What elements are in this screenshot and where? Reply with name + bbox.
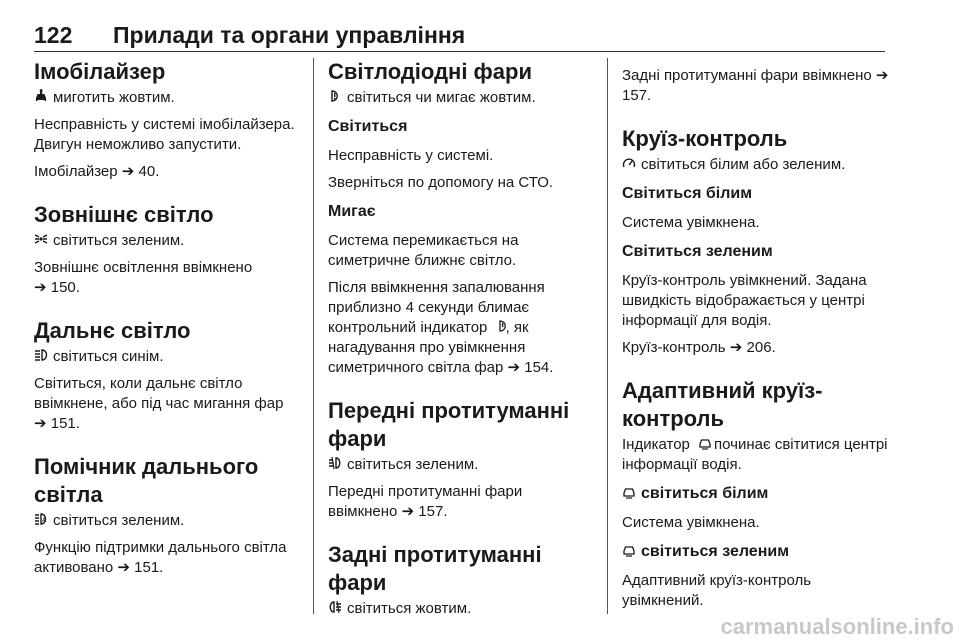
cruise-green-subheading: Світиться зеленим [622,243,773,260]
front-fog-status [328,455,586,475]
led-warning-icon-inline [496,319,506,333]
adaptive-cruise-text-b: починає світитися центрі інформації водія. [622,436,888,473]
immobilizer-desc: Несправність у системі імобілайзера. Двигун неможливо запустити. [34,116,295,153]
led-ignition-text-b: , як нагадування про увімкнення симетричного світла фар ➔ 154. [328,319,554,376]
exterior-light-status [34,231,302,251]
watermark: carmanualsonline.info [720,614,954,639]
led-ignition-text-a: Після ввімкнення запалювання приблизно 4 секунди блимає контрольний індикатор [328,279,545,336]
speedometer-icon [622,156,636,170]
high-beam-heading: Дальнє світло [34,318,191,343]
rear-fog-desc: Задні протитуманні фари ввімкнено ➔ 157. [622,67,889,104]
cruise-white-subheading: Світиться білим [622,185,753,202]
high-beam-icon [34,348,48,362]
led-headlights-status-text: світиться чи мигає жовтим. [347,89,536,106]
cruise-control-ref: Круїз-контроль ➔ 206. [622,339,776,356]
front-fog-desc: Передні протитуманні фари ввімкнено ➔ 157. [328,483,523,520]
led-flashing-desc: Система перемикається на симетричне ближнє світло. [328,232,519,269]
high-beam-status-text: світиться синім. [53,348,164,365]
immobilizer-heading: Імобілайзер [34,59,166,84]
high-beam-assist-icon [34,512,48,526]
rear-fog-status-text: світиться жовтим. [347,600,472,617]
led-headlights-heading: Світлодіодні фари [328,59,532,84]
adaptive-green-subheading [622,541,892,563]
adaptive-green-desc: Адаптивний круїз-контроль увімкнений. [622,572,812,609]
cruise-white-desc: Система увімкнена. [622,214,760,231]
immobilizer-car-key-icon [34,89,48,103]
cruise-control-status-text: світиться білим або зеленим. [641,156,846,173]
svg-text:A: A [42,517,47,524]
cruise-control-status [622,155,892,175]
high-beam-ref: ➔ 151. [34,415,80,432]
led-flashing-subheading: Мигає [328,203,376,220]
front-fog-status-text: світиться зеленим. [347,456,479,473]
adaptive-cruise-icon-green [622,543,636,557]
led-ignition-desc [328,278,586,378]
side-light-icon [34,232,48,246]
high-beam-assist-status [34,511,302,531]
led-lit-desc: Несправність у системі. [328,147,494,164]
led-lit-subheading: Світиться [328,118,408,135]
adaptive-cruise-icon-inline [698,436,712,450]
high-beam-assist-desc: Функцію підтримки дальнього світла активовано ➔ 151. [34,539,287,576]
adaptive-cruise-desc [622,435,892,475]
page-title: Прилади та органи управління [113,22,466,48]
page-number: 122 [34,22,73,48]
adaptive-white-desc: Система увімкнена. [622,514,760,531]
rear-fog-heading: Задні протитуманні фари [328,542,542,595]
high-beam-desc: Світиться, коли дальнє світло ввімкнене, або під час мигання фар [34,375,284,412]
exterior-light-status-text: світиться зеленим. [53,232,185,249]
immobilizer-status [34,88,302,108]
column-divider-1 [313,58,314,614]
immobilizer-status-text: миготить жовтим. [53,89,175,106]
header-rule [34,51,885,52]
column-3 [622,58,892,618]
high-beam-assist-heading: Помічник дальнього світла [34,454,259,507]
adaptive-white-subheading-text: світиться білим [641,485,769,502]
front-fog-icon [328,456,342,470]
led-service-desc: Зверніться по допомогу на СТО. [328,174,554,191]
adaptive-white-subheading [622,483,892,505]
cruise-green-desc: Круїз-контроль увімкнений. Задана швидкість відображається у центрі інформації для водія. [622,272,867,329]
column-divider-2 [607,58,608,614]
column-1 [34,58,302,585]
rear-fog-icon [328,600,342,614]
led-warning-icon [328,89,342,103]
exterior-light-desc: Зовнішнє освітлення ввімкнено [34,259,253,276]
exterior-light-ref: ➔ 150. [34,279,80,296]
immobilizer-ref: Імобілайзер ➔ 40. [34,163,160,180]
column-2 [328,58,586,626]
led-headlights-status [328,88,586,108]
adaptive-cruise-icon-white [622,485,636,499]
exterior-light-heading: Зовнішнє світло [34,202,214,227]
cruise-control-heading: Круїз-контроль [622,126,788,151]
high-beam-assist-status-text: світиться зеленим. [53,512,185,529]
front-fog-heading: Передні протитуманні фари [328,398,570,451]
adaptive-cruise-heading: Адаптивний круїз-контроль [622,378,823,431]
adaptive-green-subheading-text: світиться зеленим [641,543,790,560]
rear-fog-status [328,599,586,619]
high-beam-status [34,347,302,367]
adaptive-cruise-text-a: Індикатор [622,436,690,453]
